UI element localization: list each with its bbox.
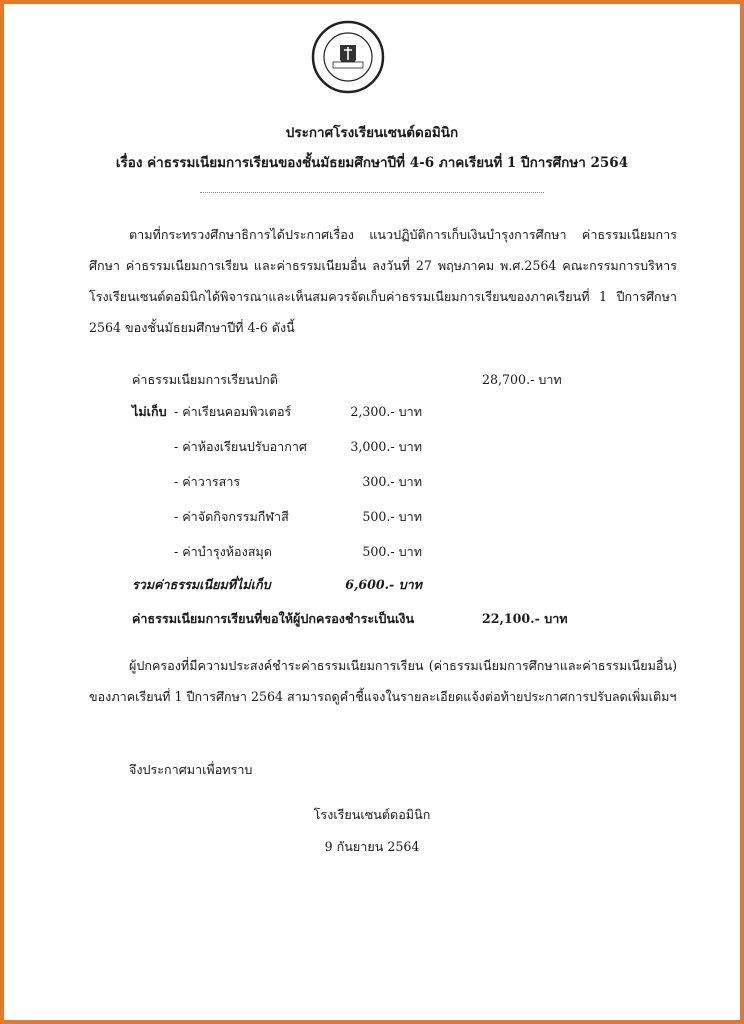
fee-item-label: - ค่าเรียนคอมพิวเตอร์ (174, 404, 292, 419)
fee-item-amount: 500.- บาท (362, 544, 422, 559)
signature-date: 9 กันยายน 2564 (324, 839, 420, 854)
fee-item-amount: 500.- บาท (362, 509, 422, 524)
fee-item-label: - ค่าห้องเรียนปรับอากาศ (174, 439, 307, 454)
signature-org: โรงเรียนเซนต์ดอมินิก (313, 807, 431, 822)
intro-paragraph: ตามที่กระทรวงศึกษาธิการได้ประกาศเรื่อง แนวปฏิบัติการเก็บเงินบำรุงการศึกษา ค่าธรรมเนียมการศึกษา ค่าธรรมเนียมการเรียน และค่าธรรมเนียมอื่น ลงวันที่ 27 พฤษภาคม พ.ศ.2564 คณะกรรมการบริหารโรงเรียนเซนต์ดอมินิกได้พิจารณาและเห็นสมควรจัดเก็บค่าธรรมเนียมการเรียนของภาคเรียนที่ 1 ปีการศึกษา 2564 ของชั้นมัธยมศึกษาปีที่ 4-6 ดังนี้ (89, 227, 677, 335)
fee-item-label: - ค่าบำรุงห้องสมุด (174, 544, 272, 559)
school-seal-logo (311, 20, 385, 94)
note-paragraph: ผู้ปกครองที่มีความประสงค์ชำระค่าธรรมเนียมการเรียน (ค่าธรรมเนียมการศึกษาและค่าธรรมเนียมอื่น) ของภาคเรียนที่ 1 ปีการศึกษา 2564 สามารถดูคำชี้แจงในรายละเอียดแจ้งต่อท้ายประกาศการปรับลดเพิ่มเติมฯ (89, 658, 677, 704)
fee-item-label: - ค่าจัดกิจกรรมกีฬาสี (174, 509, 289, 524)
fee-item-amount: 300.- บาท (362, 474, 422, 489)
dotted-divider (200, 192, 544, 193)
fee-item-amount: 3,000.- บาท (350, 439, 422, 454)
announcement-title: ประกาศโรงเรียนเซนต์ดอมินิก (285, 125, 459, 141)
payable-label: ค่าธรรมเนียมการเรียนที่ขอให้ผู้ปกครองชำระเป็นเงิน (132, 611, 415, 626)
regular-fee-amount: 28,700.- บาท (482, 372, 562, 387)
closing-line: จึงประกาศมาเพื่อทราบ (129, 762, 253, 777)
fee-item-label: - ค่าวารสาร (174, 474, 241, 489)
announcement-subject: เรื่อง ค่าธรรมเนียมการเรียนของชั้นมัธยมศึกษาปีที่ 4-6 ภาคเรียนที่ 1 ปีการศึกษา 2564 (115, 155, 629, 171)
fee-item-amount: 2,300.- บาท (350, 404, 422, 419)
not-collected-label: ไม่เก็บ (132, 404, 167, 419)
total-not-collected-label: รวมค่าธรรมเนียมที่ไม่เก็บ (132, 577, 271, 592)
total-not-collected-amount: 6,600.- บาท (345, 577, 422, 592)
payable-amount: 22,100.- บาท (482, 611, 568, 626)
regular-fee-label: ค่าธรรมเนียมการเรียนปกติ (132, 372, 278, 387)
